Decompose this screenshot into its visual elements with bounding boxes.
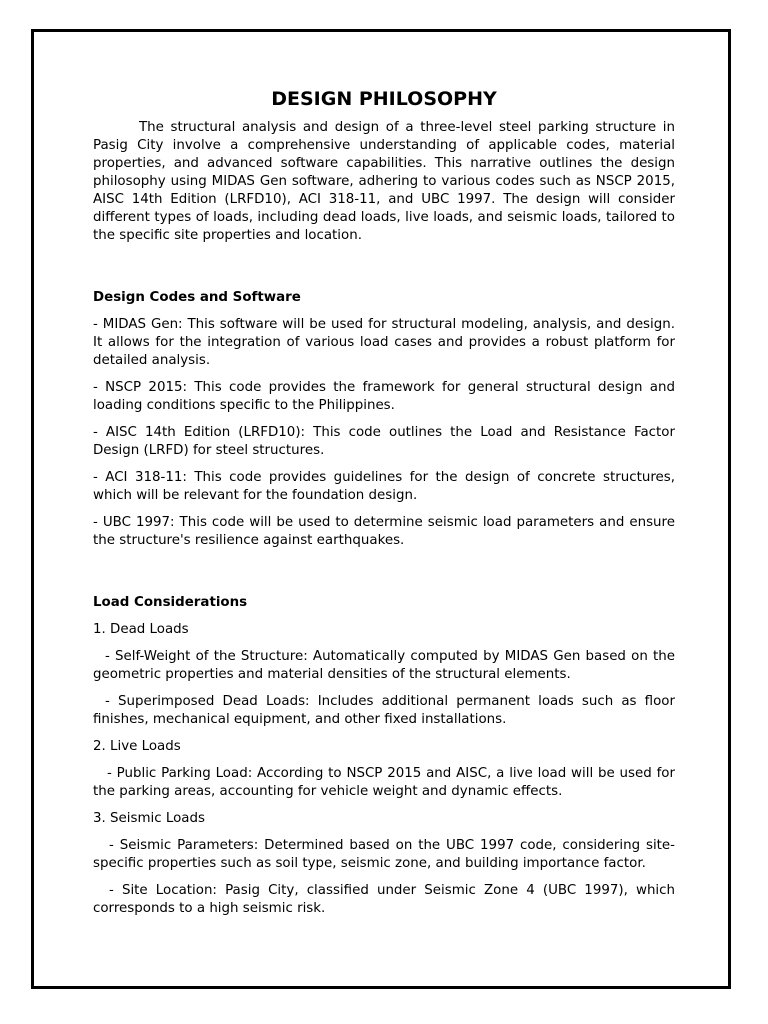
seismic-item-site-location: - Site Location: Pasig City, classified under Seismic Zone 4 (UBC 1997), which corresponds to a high seismic risk. (93, 883, 675, 916)
dead-load-item-superimposed: - Superimposed Dead Loads: Includes additional permanent loads such as floor finishes, mechanical equipment, and other fixed installations. (93, 694, 675, 727)
page-title: DESIGN PHILOSOPHY (271, 88, 497, 110)
document-body (93, 87, 675, 927)
intro-paragraph: The structural analysis and design of a three-level steel parking structure in Pasig City involve a comprehensive understanding of applicable codes, material properties, and advanced software capabilities. This narrative outlines the design philosophy using MIDAS Gen software, adhering to various codes such as NSCP 2015, AISC 14th Edition (LRFD10), ACI 318-11, and UBC 1997. The design will consider different types of loads, including dead loads, live loads, and seismic loads, tailored to the specific site properties and location. (93, 120, 675, 243)
code-item-aci: - ACI 318-11: This code provides guidelines for the design of concrete structures, which will be relevant for the foundation design. (93, 470, 675, 503)
seismic-item-parameters: - Seismic Parameters: Determined based on the UBC 1997 code, considering site-specific properties such as soil type, seismic zone, and building importance factor. (93, 838, 675, 871)
dead-loads-heading: 1. Dead Loads (93, 622, 189, 637)
code-item-aisc: - AISC 14th Edition (LRFD10): This code outlines the Load and Resistance Factor Design (LRFD) for steel structures. (93, 425, 675, 458)
codes-heading: Design Codes and Software (93, 290, 301, 305)
document-page (31, 29, 731, 989)
live-load-item-parking: - Public Parking Load: According to NSCP 2015 and AISC, a live load will be used for the parking areas, accounting for vehicle weight and dynamic effects. (93, 766, 675, 799)
code-item-ubc: - UBC 1997: This code will be used to determine seismic load parameters and ensure the structure's resilience against earthquakes. (93, 515, 675, 548)
code-item-nscp: - NSCP 2015: This code provides the framework for general structural design and loading conditions specific to the Philippines. (93, 380, 675, 413)
loads-heading: Load Considerations (93, 595, 248, 610)
seismic-loads-heading: 3. Seismic Loads (93, 811, 205, 826)
dead-load-item-self-weight: - Self-Weight of the Structure: Automatically computed by MIDAS Gen based on the geometric properties and material densities of the structural elements. (93, 649, 675, 682)
live-loads-heading: 2. Live Loads (93, 739, 181, 754)
code-item-midas: - MIDAS Gen: This software will be used for structural modeling, analysis, and design. It allows for the integration of various load cases and provides a robust platform for detailed analysis. (93, 317, 675, 368)
